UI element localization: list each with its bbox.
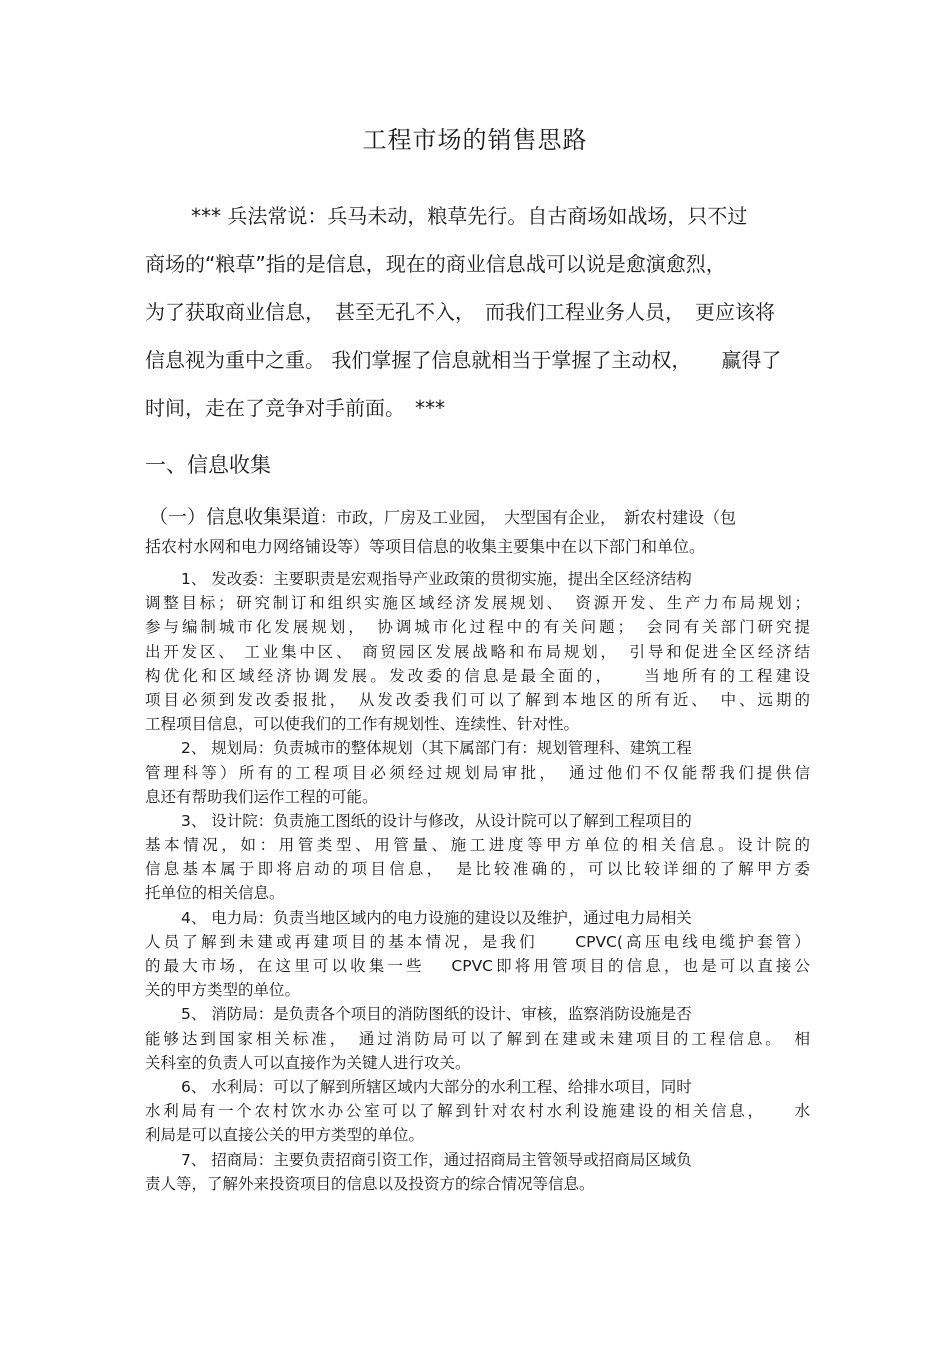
department-item-line: 1、 发改委：主要职责是宏观指导产业政策的贯彻实施，提出全区经济结构 — [181, 570, 692, 588]
intro-line: 信息视为重中之重。 我们掌握了信息就相当于掌握了主动权， 赢得了 — [145, 348, 782, 372]
department-list — [145, 567, 810, 1196]
intro-line: 商场的“粮草”指的是信息，现在的商业信息战可以说是愈演愈烈， — [145, 252, 726, 276]
department-item-line: 出开发区、 工业集中区、 商贸园区发展战略和布局规划， 引导和促进全区经济结 — [145, 642, 810, 661]
department-item-line: 息还有帮助我们运作工程的可能。 — [145, 787, 378, 806]
department-item-line: 3、 设计院：负责施工图纸的设计与修改，从设计院可以了解到工程项目的 — [181, 811, 692, 830]
document-title: 工程市场的销售思路 — [362, 126, 588, 154]
department-item-line: 管理科等）所有的工程项目必须经过规划局审批， 通过他们不仅能帮我们提供信 — [145, 763, 810, 782]
department-item-line: 托单位的相关信息。 — [145, 884, 285, 903]
department-item — [145, 1002, 810, 1075]
department-item — [145, 1148, 810, 1196]
department-item-line: 信息基本属于即将启动的项目信息， 是比较准确的，可以比较详细的了解甲方委 — [145, 860, 810, 879]
department-item — [145, 809, 810, 906]
department-item-line: 的最大市场，在这里可以收集一些 CPVC即将用管项目的信息，也是可以直接公 — [145, 957, 810, 975]
department-item — [145, 1075, 810, 1148]
department-item-line: 人员了解到未建或再建项目的基本情况，是我们 CPVC(高压电线电缆护套管） — [145, 932, 810, 951]
department-item-line: 关科室的负责人可以直接作为关键人进行攻关。 — [145, 1053, 471, 1072]
department-item-line: 6、 水利局：可以了解到所辖区域内大部分的水利工程、给排水项目，同时 — [181, 1077, 692, 1096]
section-heading: 一、信息收集 — [145, 453, 271, 477]
department-item-line: 构优化和区域经济协调发展。发改委的信息是最全面的， 当地所有的工程建设 — [145, 666, 810, 685]
department-item-line: 责人等，了解外来投资项目的信息以及投资方的综合情况等信息。 — [145, 1174, 595, 1193]
department-item-line: 能够达到国家相关标准， 通过消防局可以了解到在建或未建项目的工程信息。 相 — [145, 1029, 810, 1048]
department-item — [145, 736, 810, 809]
department-item-line: 5、 消防局：是负责各个项目的消防图纸的设计、审核，监察消防设施是否 — [181, 1005, 692, 1024]
intro-line: *** 兵法常说：兵马未动，粮草先行。自古商场如战场，只不过 — [191, 204, 748, 228]
department-item-line: 水利局有一个农村饮水办公室可以了解到针对农村水利设施建设的相关信息， 水 — [145, 1102, 810, 1121]
channels-line: 括农村水网和电力网络铺设等）等项目信息的收集主要集中在以下部门和单位。 — [145, 537, 706, 556]
intro-line: 为了获取商业信息， 甚至无孔不入， 而我们工程业务人员， 更应该将 — [145, 300, 775, 324]
department-item-line: 关的甲方类型的单位。 — [145, 981, 301, 1000]
department-item — [145, 906, 810, 1003]
department-item-line: 工程项目信息，可以使我们的工作有规划性、连续性、针对性。 — [145, 715, 580, 734]
intro-paragraph — [145, 196, 815, 436]
channels-line-text: ：市政，厂房及工业园， 大型国有企业， 新农村建设（包 — [320, 508, 737, 527]
department-item-line: 2、 规划局：负责城市的整体规划（其下属部门有：规划管理科、建筑工程 — [181, 739, 692, 758]
department-item-line: 参与编制城市化发展规划， 协调城市化过程中的有关问题； 会同有关部门研究提 — [145, 618, 810, 637]
department-item-line: 4、 电力局：负责当地区域内的电力设施的建设以及维护，通过电力局相关 — [181, 908, 692, 927]
channels-paragraph — [145, 503, 815, 561]
channels-line — [145, 503, 815, 532]
department-item-line: 利局是可以直接公关的甲方类型的单位。 — [145, 1126, 425, 1145]
channels-lead: （一）信息收集渠道 — [149, 506, 321, 528]
department-item-line: 基本情况，如：用管类型、用管量、施工进度等甲方单位的相关信息。设计院的 — [145, 836, 810, 855]
department-item — [145, 567, 810, 736]
department-item-line: 项目必须到发改委报批， 从发改委我们可以了解到本地区的所有近、 中、远期的 — [145, 690, 810, 709]
intro-line: 时间，走在了竞争对手前面。 *** — [145, 396, 445, 420]
department-item-line: 调整目标；研究制订和组织实施区域经济发展规划、 资源开发、生产力布局规划； — [145, 594, 810, 613]
department-item-line: 7、 招商局：主要负责招商引资工作，通过招商局主管领导或招商局区域负 — [181, 1150, 692, 1169]
